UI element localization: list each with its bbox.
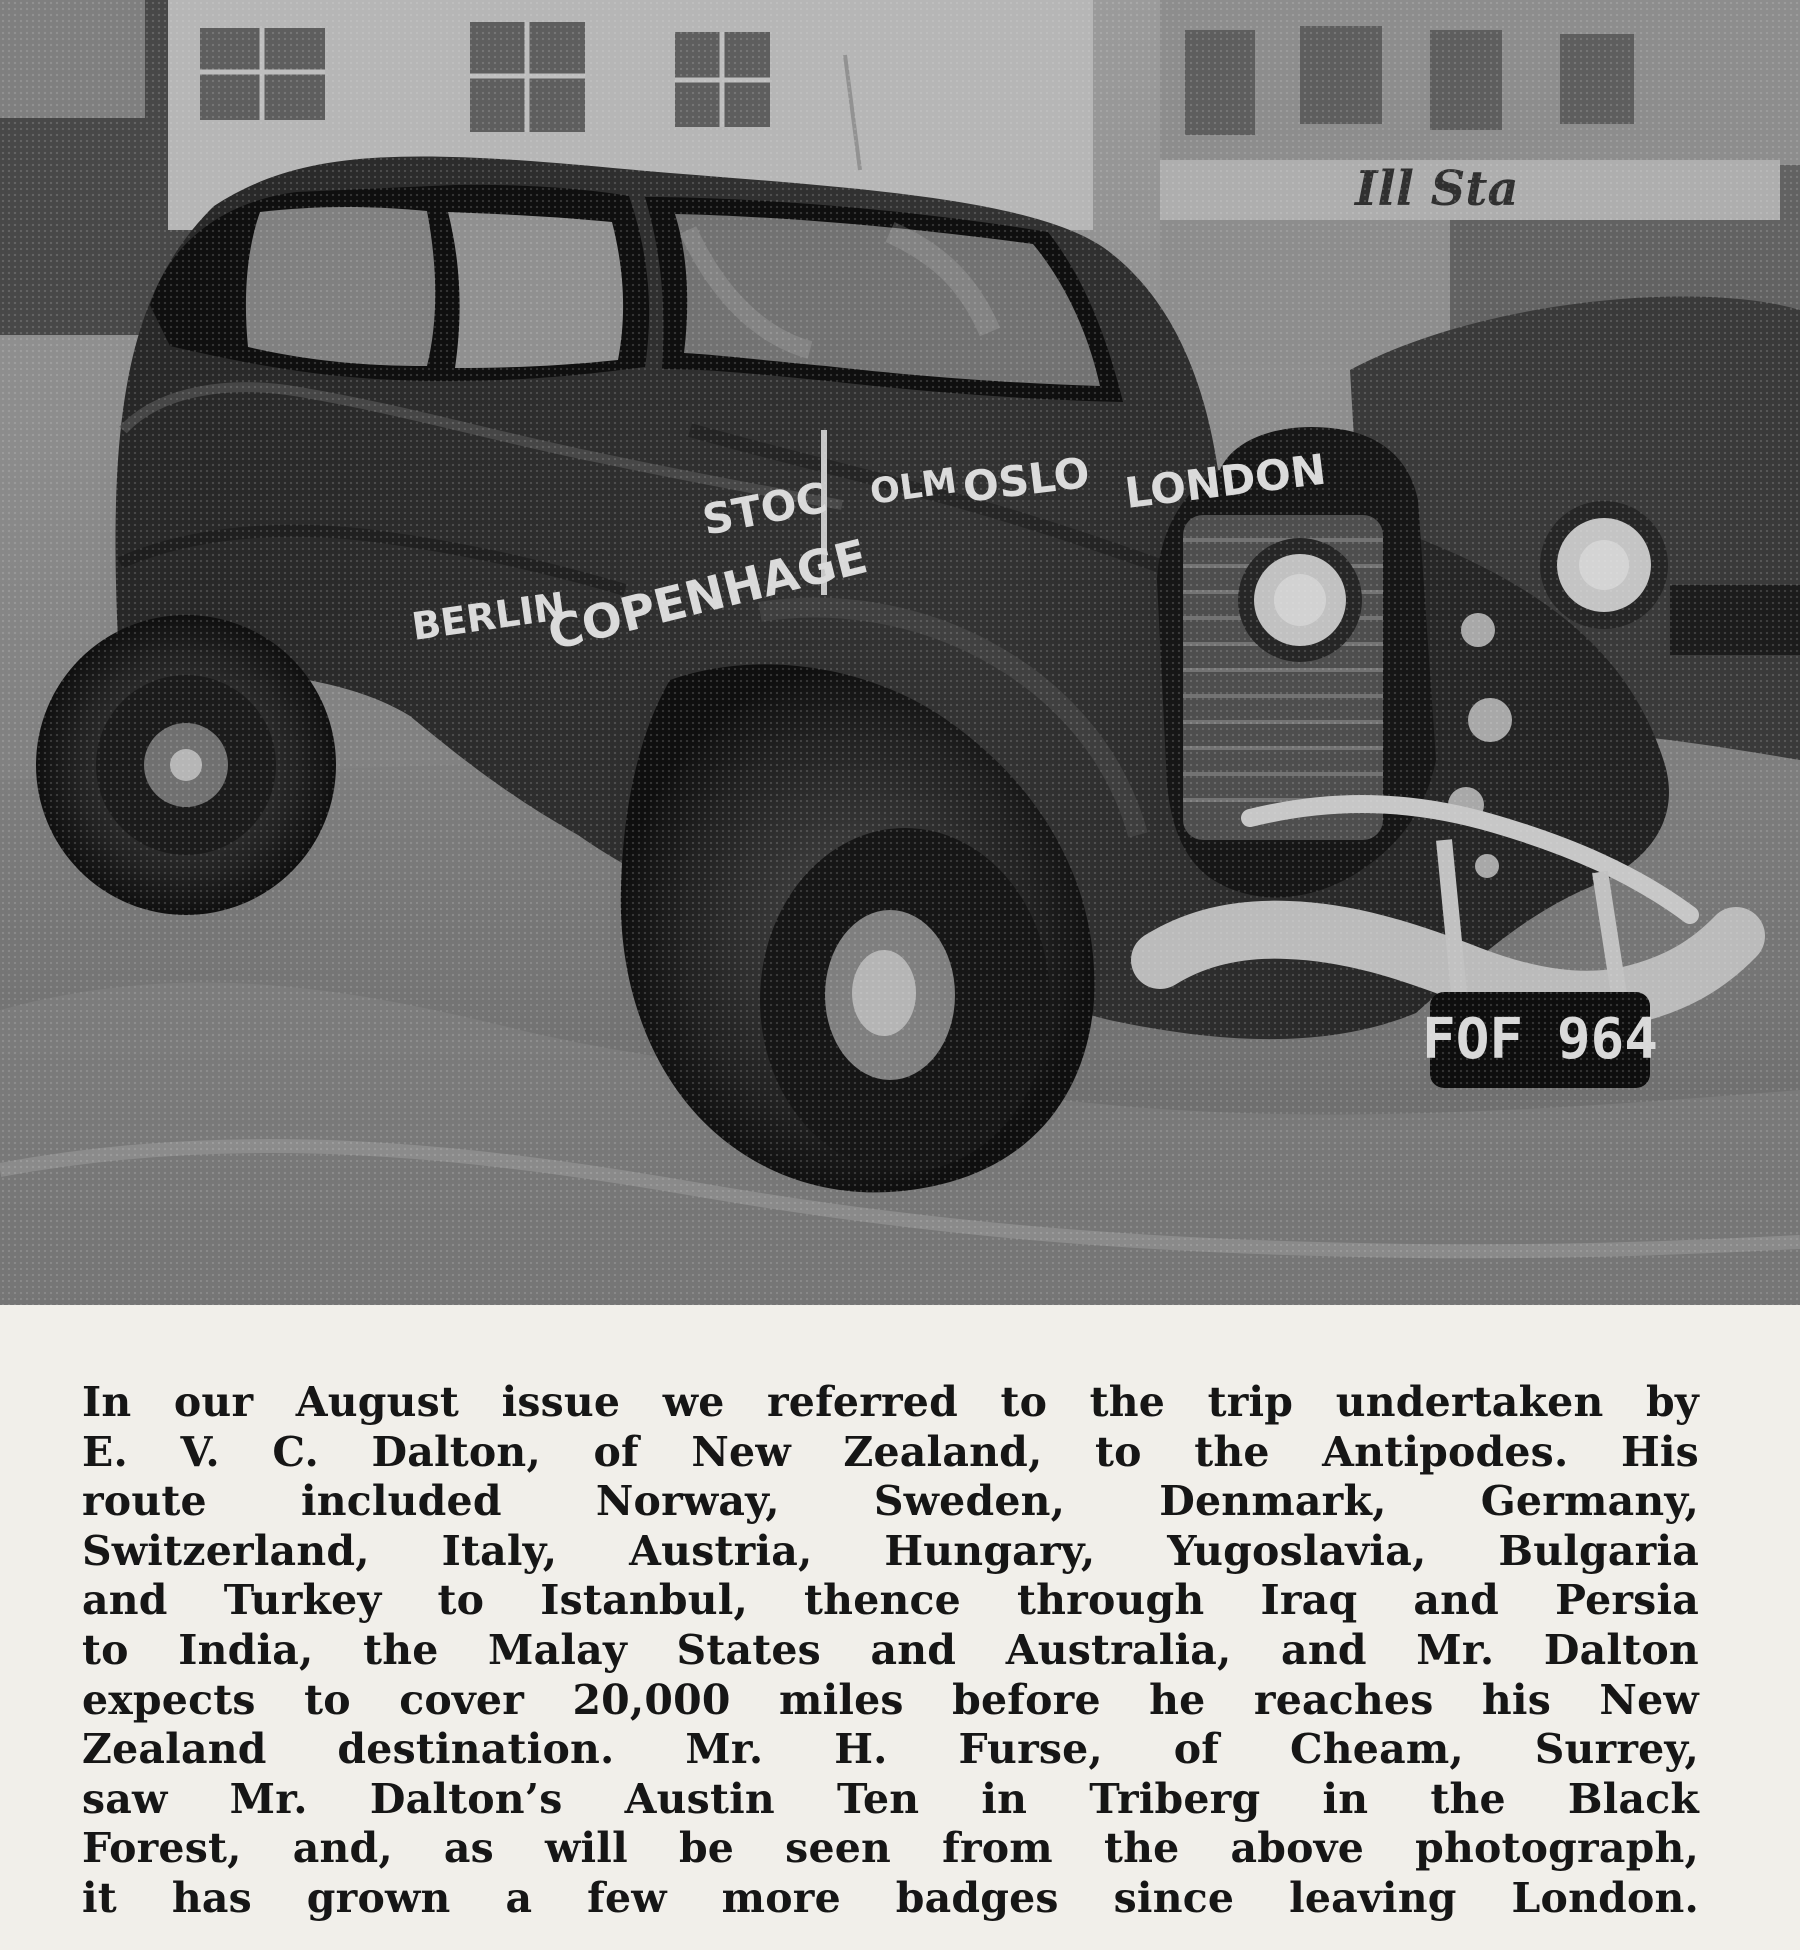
caption-word: be [678,1824,735,1873]
caption-word: it [82,1873,117,1922]
caption-word: more [721,1873,841,1922]
caption-word: to [304,1675,351,1724]
caption-word: to [1094,1427,1142,1476]
caption-word: Dalton’s [369,1774,563,1823]
caption-word: to [437,1576,485,1625]
caption-word: as [443,1824,494,1873]
caption-word: Germany, [1480,1477,1699,1526]
caption-word: Dalton, [371,1427,541,1476]
caption-word: destination. [337,1725,615,1774]
caption-word: Australia, [1005,1625,1232,1674]
caption-word: included [300,1477,502,1526]
caption-line [82,1775,1699,1825]
caption-line [82,1428,1699,1478]
caption-word: and [1281,1625,1367,1674]
caption-word: H. [834,1725,888,1774]
caption-word: Mr. [685,1725,764,1774]
caption-paragraph [82,1378,1699,1924]
caption-line [82,1725,1699,1775]
caption-word: cover [399,1675,525,1724]
caption-word: Malay [488,1625,627,1674]
caption-word: he [1149,1675,1206,1724]
caption-word: will [545,1824,628,1873]
caption-word: New [691,1427,791,1476]
caption-word: and [1413,1576,1500,1625]
caption-word: Turkey [223,1576,382,1625]
caption-word: from [942,1824,1053,1873]
caption-line [82,1527,1699,1577]
caption-word: of [1173,1725,1220,1774]
caption-word: by [1645,1378,1699,1426]
caption-word: since [1113,1873,1235,1922]
caption-word: in [1322,1774,1369,1823]
caption-word: thence [804,1576,961,1625]
caption-word: and [870,1625,957,1674]
caption-line [82,1626,1699,1676]
caption-word: few [587,1873,667,1922]
caption-word: Zealand, [843,1427,1043,1476]
caption-word: New [1599,1675,1699,1724]
caption-word: His [1620,1427,1699,1476]
caption-word: trip [1207,1378,1294,1426]
caption-word: Yugoslavia, [1167,1526,1427,1575]
caption-word: Iraq [1260,1576,1358,1625]
caption-line [82,1378,1699,1428]
caption-word: leaving [1289,1873,1457,1922]
caption-line [82,1824,1699,1874]
caption-word: 20,000 [572,1675,731,1724]
caption-word: photograph, [1415,1824,1699,1873]
caption-word: Istanbul, [540,1576,748,1625]
caption-word: Mr. [1416,1625,1495,1674]
caption-word: to [82,1625,129,1674]
caption-word: India, [178,1625,314,1674]
caption-word: issue [501,1378,621,1426]
caption-word: Norway, [595,1477,780,1526]
caption-word: Ten [836,1774,920,1823]
caption-word: has [171,1873,252,1922]
caption-word: seen [785,1824,892,1873]
caption-word: Switzerland, [82,1526,370,1575]
caption-word: the [363,1625,439,1674]
caption-line [82,1676,1699,1726]
caption-word: and, [292,1824,393,1873]
caption-word: badges [895,1873,1059,1922]
caption-word: Zealand [82,1725,267,1774]
caption-word: Mr. [229,1774,308,1823]
caption-word: V. [180,1427,220,1476]
caption-word: the [1103,1824,1180,1873]
caption-word: August [295,1378,460,1426]
caption-line [82,1477,1699,1527]
caption-word: and [82,1576,168,1625]
caption-word: the [1430,1774,1506,1823]
caption-word: Surrey, [1534,1725,1699,1774]
caption-word: our [173,1378,254,1426]
caption-word: the [1089,1378,1166,1426]
caption-word: Italy, [441,1526,558,1575]
caption-word: referred [767,1378,958,1426]
caption-word: saw [82,1774,168,1823]
caption-word: Forest, [82,1824,242,1873]
caption-word: to [1000,1378,1048,1426]
caption-word: E. [82,1427,128,1476]
caption-word: of [593,1427,639,1476]
caption-line [82,1576,1699,1626]
caption-word: a [505,1873,533,1922]
caption-word: Dalton [1543,1625,1699,1674]
caption-word: Antipodes. [1322,1427,1569,1476]
caption-word: we [662,1378,725,1426]
caption-word: Austin [624,1774,775,1823]
caption-word: in [981,1774,1028,1823]
caption-word: In [82,1378,132,1426]
caption-word: above [1230,1824,1364,1873]
caption-word: C. [272,1427,319,1476]
caption-word: States [676,1625,821,1674]
caption-line [82,1874,1699,1924]
caption-word: Cheam, [1289,1725,1464,1774]
caption-word: London. [1511,1873,1699,1922]
caption-word: Bulgaria [1498,1526,1699,1575]
caption-word: Furse, [958,1725,1103,1774]
caption-word: miles [779,1675,904,1724]
caption-word: route [82,1477,207,1526]
caption-word: Black [1567,1774,1699,1823]
caption-word: his [1481,1675,1551,1724]
caption-word: Denmark, [1159,1477,1387,1526]
caption-word: through [1017,1576,1205,1625]
caption-word: reaches [1253,1675,1434,1724]
caption-word: Persia [1555,1576,1699,1625]
caption-word: the [1194,1427,1270,1476]
caption-word: grown [306,1873,451,1922]
caption-word: Sweden, [873,1477,1066,1526]
caption-word: Hungary, [884,1526,1096,1575]
caption-word: Austria, [629,1526,813,1575]
caption-word: expects [82,1675,256,1724]
caption-word: Triberg [1089,1774,1261,1823]
caption-word: undertaken [1335,1378,1604,1426]
caption-word: before [952,1675,1101,1724]
